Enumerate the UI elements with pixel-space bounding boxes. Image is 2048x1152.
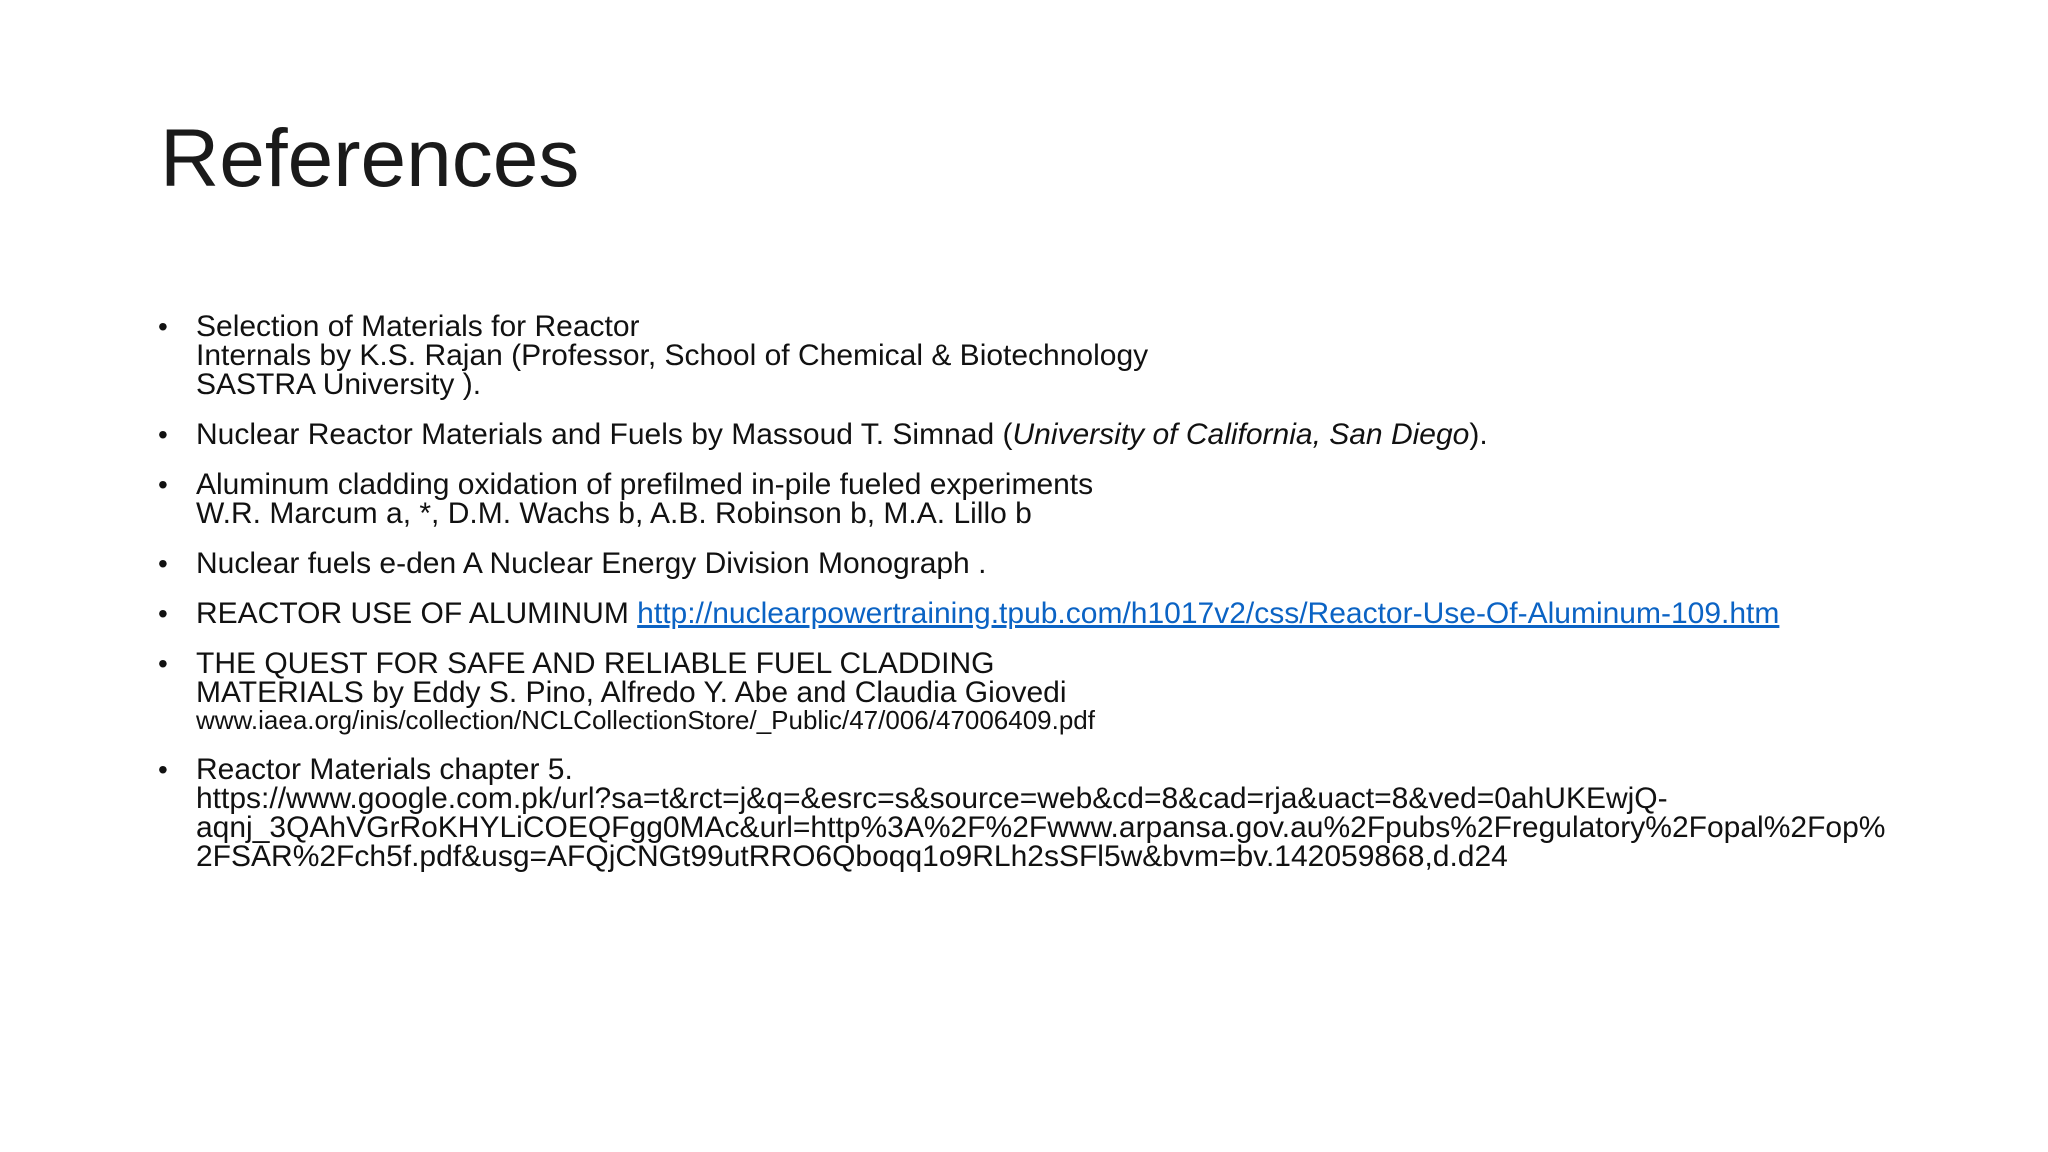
bullet-icon: • [158, 648, 168, 679]
reference-text: ). [1469, 418, 1488, 451]
reference-text: REACTOR USE OF ALUMINUM [196, 597, 638, 630]
reference-link[interactable]: http://nuclearpowertraining.tpub.com/h1017v2/css/Reactor-Use-Of-Aluminum-109.htm [637, 597, 1780, 630]
reference-line: Selection of Materials for Reactor [196, 310, 640, 343]
reference-line: Reactor Materials chapter 5. [196, 753, 573, 786]
reference-line: THE QUEST FOR SAFE AND RELIABLE FUEL CLADDING [196, 647, 995, 680]
reference-line: W.R. Marcum a, *, D.M. Wachs b, A.B. Robinson b, M.A. Lillo b [196, 497, 1032, 530]
reference-line [196, 420, 1998, 449]
slide-title: References [160, 113, 580, 204]
reference-list [158, 312, 1998, 892]
reference-line: Nuclear fuels e-den A Nuclear Energy Division Monograph . [196, 547, 987, 580]
reference-item-4 [158, 549, 1998, 578]
reference-line: Internals by K.S. Rajan (Professor, School of Chemical & Biotechnology [196, 339, 1149, 372]
reference-text: Nuclear Reactor Materials and Fuels by Massoud T. Simnad ( [196, 418, 1013, 451]
reference-line: Aluminum cladding oxidation of prefilmed in-pile fueled experiments [196, 468, 1094, 501]
reference-item-1 [158, 312, 1998, 399]
reference-line [196, 599, 1998, 628]
reference-item-6 [158, 649, 1998, 734]
reference-url: aqnj_3QAhVGrRoKHYLiCOEQFgg0MAc&url=http%3A%2F%2Fwww.arpansa.gov.au%2Fpubs%2Fregulatory%2Fopal%2Fop% [196, 811, 1886, 844]
reference-item-7 [158, 755, 1998, 871]
reference-line: MATERIALS by Eddy S. Pino, Alfredo Y. Abe and Claudia Giovedi [196, 676, 1067, 709]
reference-item-3 [158, 470, 1998, 528]
bullet-icon: • [158, 548, 168, 579]
reference-url: https://www.google.com.pk/url?sa=t&rct=j&q=&esrc=s&source=web&cd=8&cad=rja&uact=8&ved=0ahUKEwjQ- [196, 782, 1668, 815]
bullet-icon: • [158, 419, 168, 450]
reference-line: SASTRA University ). [196, 368, 482, 401]
bullet-icon: • [158, 754, 168, 785]
reference-url: www.iaea.org/inis/collection/NCLCollectionStore/_Public/47/006/47006409.pdf [196, 705, 1095, 735]
reference-item-2 [158, 420, 1998, 449]
bullet-icon: • [158, 311, 168, 342]
bullet-icon: • [158, 598, 168, 629]
reference-affiliation: University of California, San Diego [1012, 418, 1470, 451]
reference-url: 2FSAR%2Fch5f.pdf&usg=AFQjCNGt99utRRO6Qboqq1o9RLh2sSFl5w&bvm=bv.142059868,d.d24 [196, 840, 1508, 873]
bullet-icon: • [158, 469, 168, 500]
reference-item-5 [158, 599, 1998, 628]
